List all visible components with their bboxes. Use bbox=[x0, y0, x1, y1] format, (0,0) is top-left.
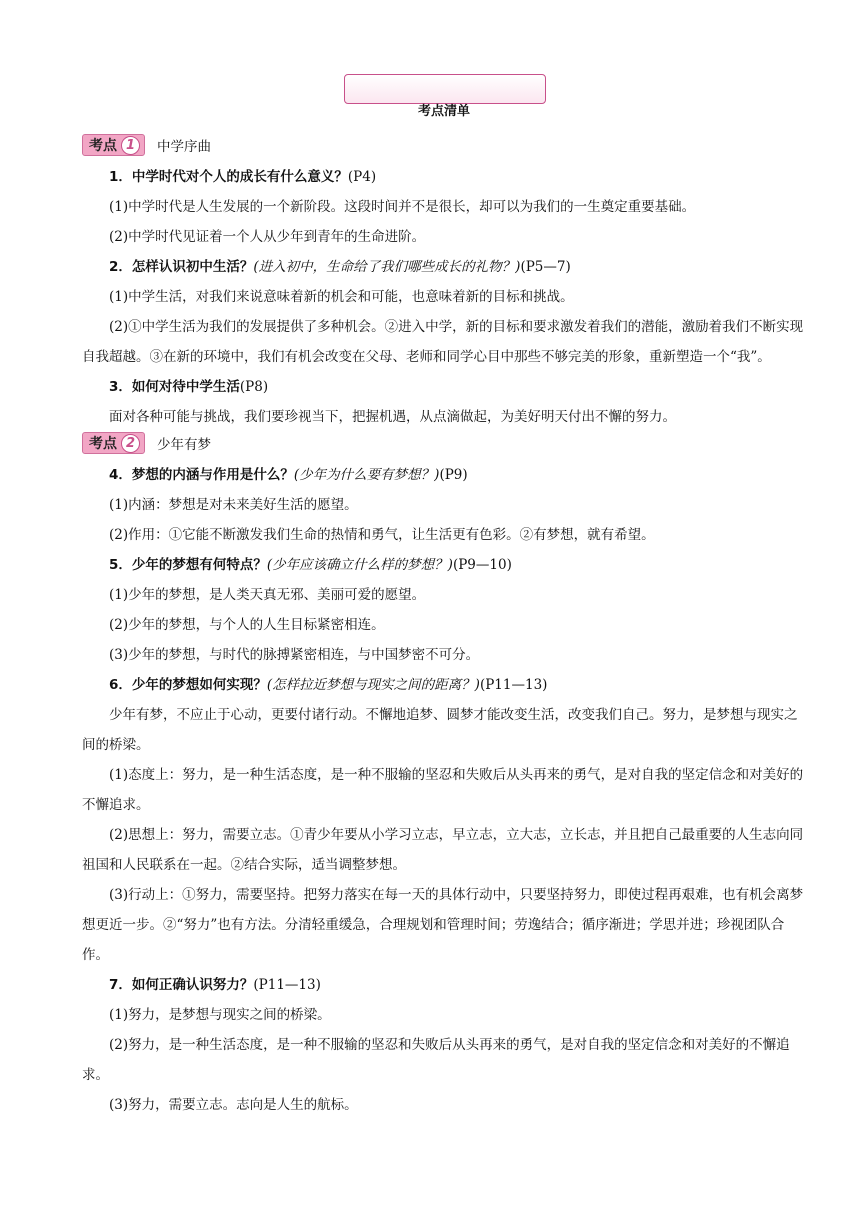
answer-paragraph: (1)态度上：努力，是一种生活态度，是一种不服输的坚忍和失败后从头再来的勇气，是对自我的坚定信念和对美好的不懈追求。 bbox=[82, 767, 804, 813]
answer-line: (2)少年的梦想，与个人的人生目标紧密相连。 bbox=[109, 617, 385, 633]
section-heading-2 bbox=[82, 432, 810, 454]
document-body bbox=[82, 134, 810, 1120]
kaodian-badge: 考点 2 bbox=[82, 432, 145, 454]
question-3: 3．如何对待中学生活(P8) bbox=[109, 379, 269, 395]
answer-paragraph: 少年有梦，不应止于心动，更要付诸行动。不懈地追梦、圆梦才能改变生活，改变我们自己。努力，是梦想与现实之间的桥梁。 bbox=[82, 707, 798, 753]
question-4: 4．梦想的内涵与作用是什么？(少年为什么要有梦想？)(P9) bbox=[109, 467, 468, 483]
answer-line: (2)中学时代见证着一个人从少年到青年的生命进阶。 bbox=[109, 229, 426, 245]
question-1: 1．中学时代对个人的成长有什么意义？(P4) bbox=[109, 169, 377, 185]
page-title: 考点清单 bbox=[417, 104, 470, 119]
answer-line: (3)少年的梦想，与时代的脉搏紧密相连，与中国梦密不可分。 bbox=[109, 647, 480, 663]
answer-paragraph: (2)思想上：努力，需要立志。①青少年要从小学习立志，早立志，立大志，立长志，并且把自己最重要的人生志向同祖国和人民联系在一起。②结合实际，适当调整梦想。 bbox=[82, 827, 804, 873]
kaodian-badge: 考点 1 bbox=[82, 134, 145, 156]
answer-line: 面对各种可能与挑战，我们要珍视当下，把握机遇，从点滴做起，为美好明天付出不懈的努力。 bbox=[109, 409, 676, 425]
question-7: 7．如何正确认识努力？(P11—13) bbox=[109, 977, 321, 993]
question-5: 5．少年的梦想有何特点？(少年应该确立什么样的梦想？)(P9—10) bbox=[109, 557, 512, 573]
question-6: 6．少年的梦想如何实现？(怎样拉近梦想与现实之间的距离？)(P11—13) bbox=[109, 677, 548, 693]
answer-line: (2)作用：①它能不断激发我们生命的热情和勇气，让生活更有色彩。②有梦想，就有希望。 bbox=[109, 527, 655, 543]
answer-line: (1)少年的梦想，是人类天真无邪、美丽可爱的愿望。 bbox=[109, 587, 426, 603]
answer-paragraph: (2)①中学生活为我们的发展提供了多种机会。②进入中学，新的目标和要求激发着我们的潜能，激励着我们不断实现自我超越。③在新的环境中，我们有机会改变在父母、老师和同学心目中那些不够完美的形象，重新塑造一个“我”。 bbox=[82, 319, 804, 365]
answer-line: (1)中学生活，对我们来说意味着新的机会和可能，也意味着新的目标和挑战。 bbox=[109, 289, 574, 305]
answer-line: (1)内涵：梦想是对未来美好生活的愿望。 bbox=[109, 497, 358, 513]
answer-paragraph: (3)行动上：①努力，需要坚持。把努力落实在每一天的具体行动中，只要坚持努力，即使过程再艰难，也有机会离梦想更近一步。②“努力”也有方法。分清轻重缓急，合理规划和管理时间；劳逸结合；循序渐进；学思并进；珍视团队合作。 bbox=[82, 887, 804, 963]
question-2: 2．怎样认识初中生活？(进入初中，生命给了我们哪些成长的礼物？)(P5—7) bbox=[109, 259, 571, 275]
answer-line: (1)中学时代是人生发展的一个新阶段。这段时间并不是很长，却可以为我们的一生奠定重要基础。 bbox=[109, 199, 696, 215]
answer-line: (1)努力，是梦想与现实之间的桥梁。 bbox=[109, 1007, 331, 1023]
answer-paragraph: (2)努力，是一种生活态度，是一种不服输的坚忍和失败后从头再来的勇气，是对自我的坚定信念和对美好的不懈追求。 bbox=[82, 1037, 790, 1083]
answer-line: (3)努力，需要立志。志向是人生的航标。 bbox=[109, 1097, 358, 1113]
section-heading-1 bbox=[82, 134, 810, 156]
section-title: 少年有梦 bbox=[157, 437, 211, 453]
section-title: 中学序曲 bbox=[157, 139, 211, 155]
